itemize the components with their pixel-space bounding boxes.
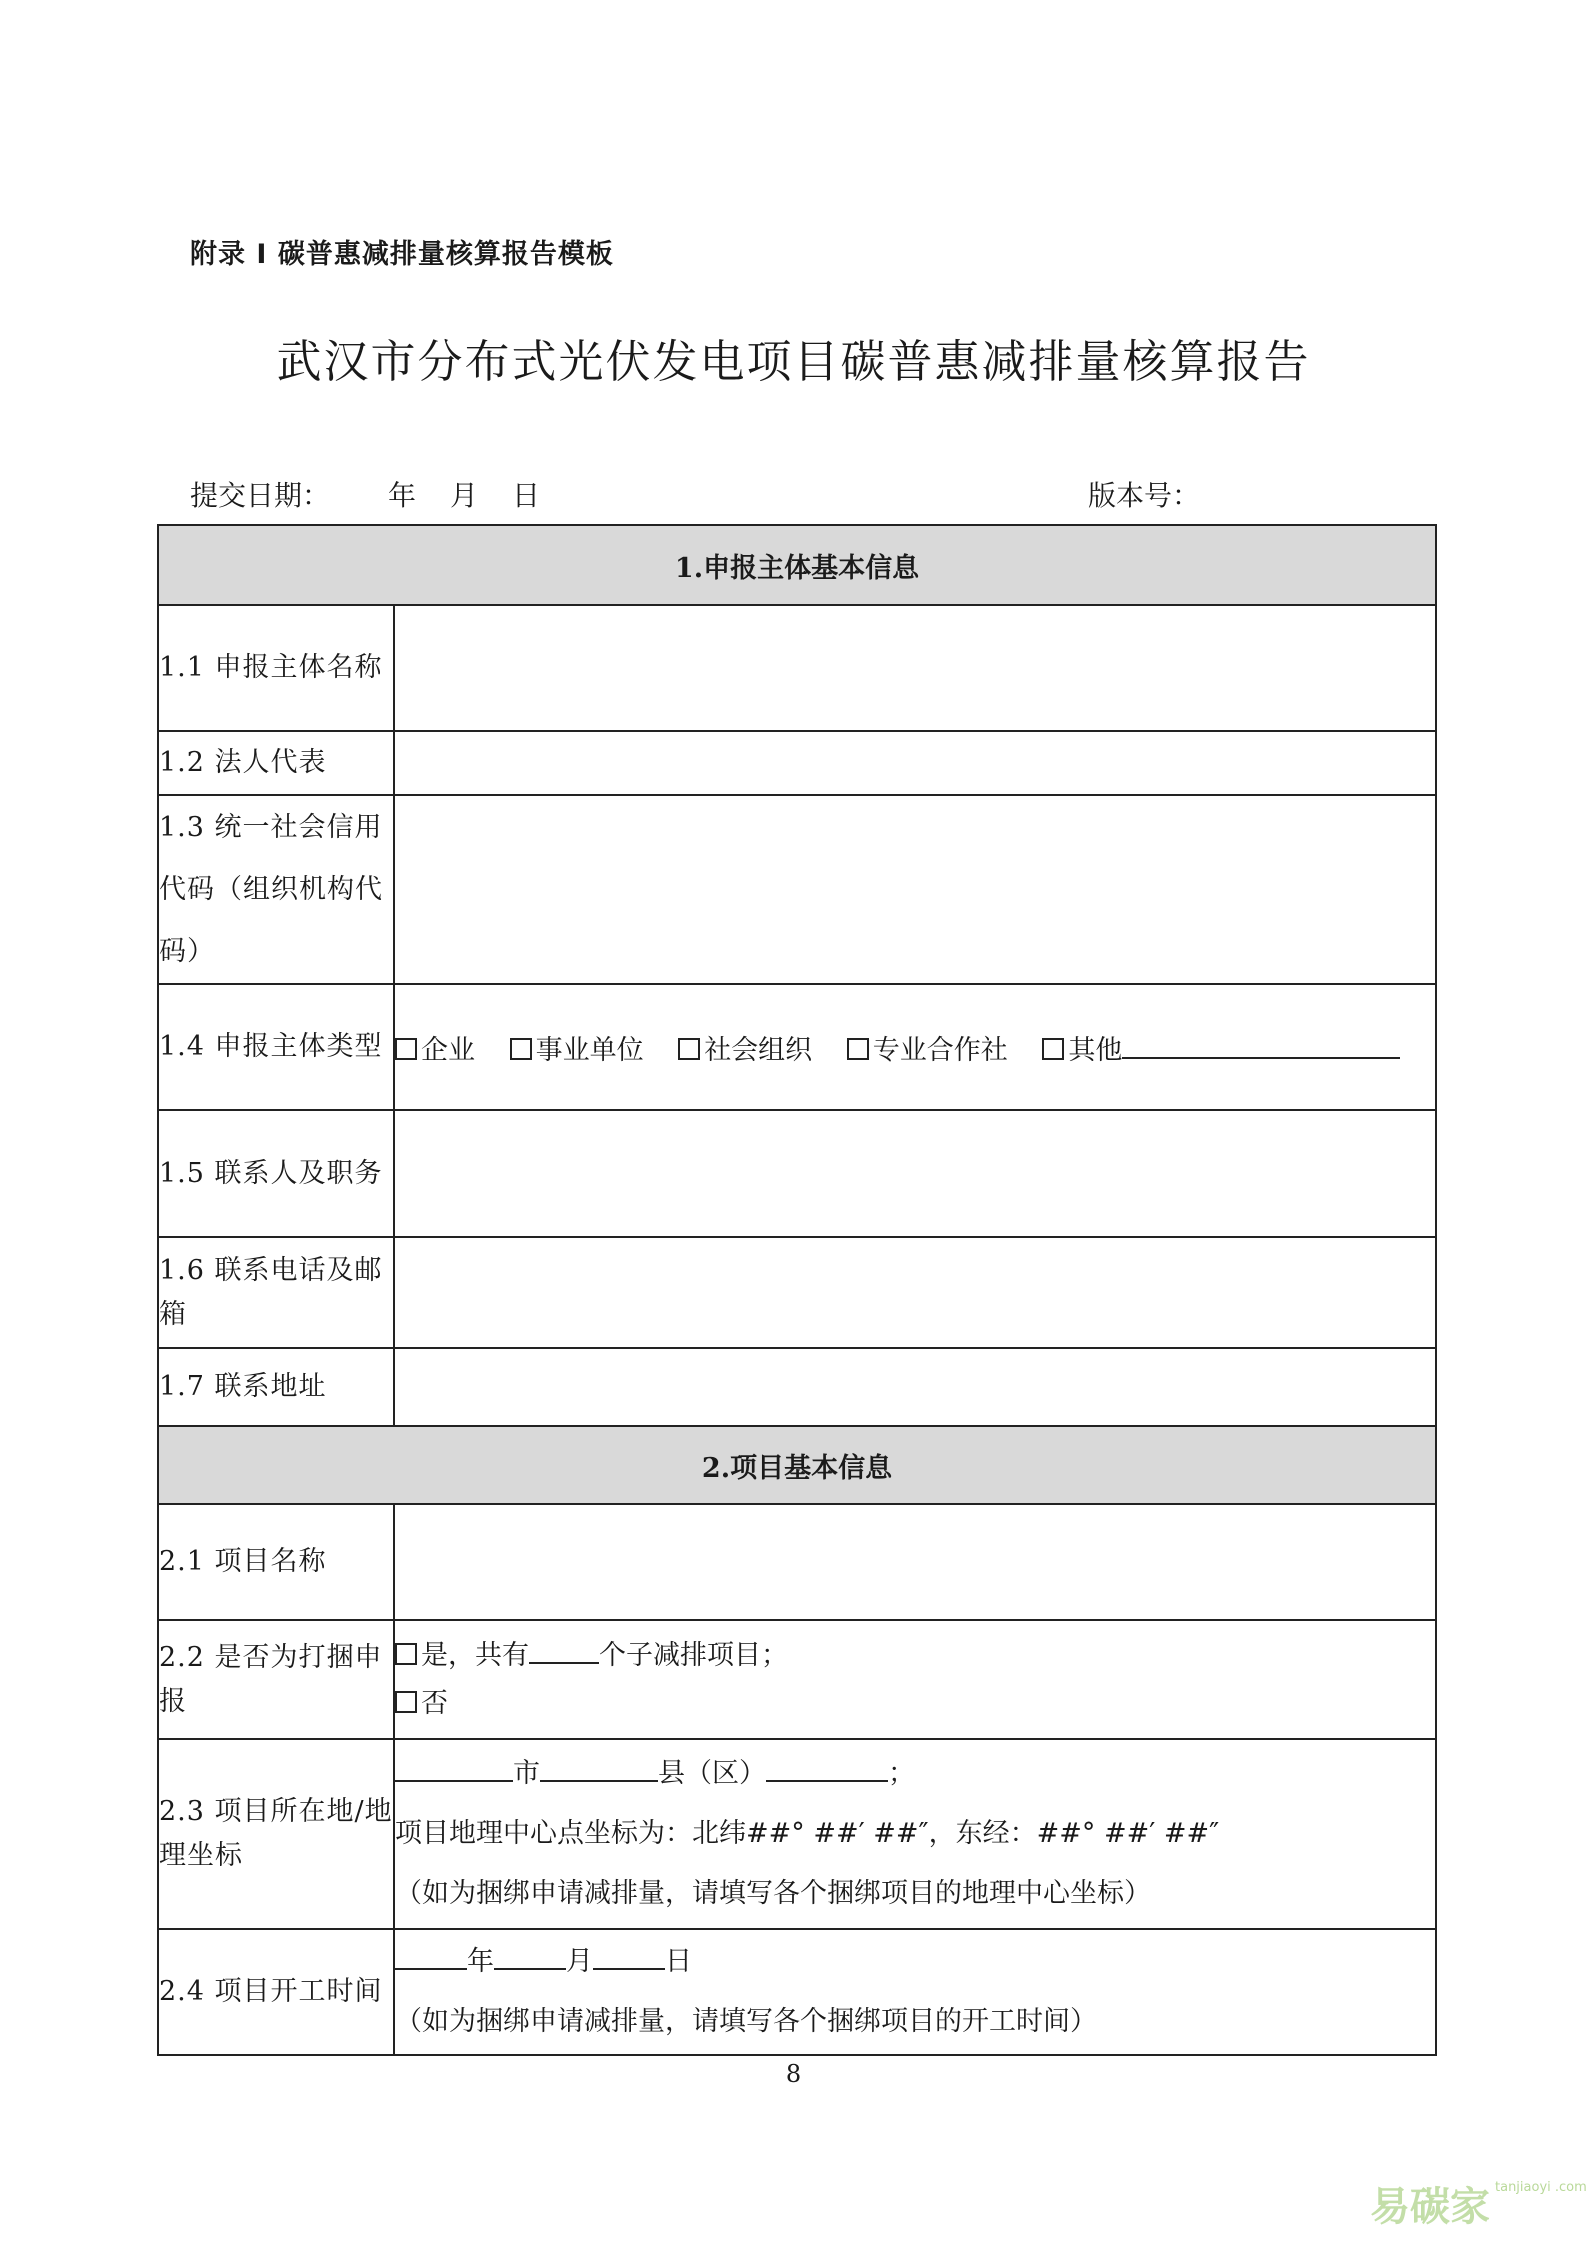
row-label-start-time: 2.4 项目开工时间 <box>158 1929 394 2055</box>
contact-phone-field[interactable] <box>394 1237 1436 1348</box>
county-label: 县（区） <box>658 1758 766 1789</box>
row-label-contact-person: 1.5 联系人及职务 <box>158 1110 394 1237</box>
watermark-logo: 易碳家 <box>1370 2184 1490 2230</box>
checkbox-icon[interactable] <box>395 1038 417 1060</box>
bundle-yes-option[interactable] <box>395 1632 1435 1680</box>
section-header-1: 1.申报主体基本信息 <box>158 525 1436 605</box>
type-option-label: 企业 <box>421 1034 475 1066</box>
section-header-2: 2.项目基本信息 <box>158 1426 1436 1504</box>
submit-date-month: 月 <box>450 479 479 512</box>
start-day-label: 日 <box>665 1946 692 1977</box>
type-option-social-org[interactable] <box>678 1035 812 1066</box>
location-end: ； <box>888 1758 915 1789</box>
submit-date-label: 提交日期： <box>190 479 331 512</box>
row-label-location: 2.3 项目所在地/地理坐标 <box>158 1739 394 1929</box>
type-option-enterprise[interactable] <box>395 1035 475 1066</box>
watermark-domain: tanjiaoyi .com <box>1495 2180 1587 2195</box>
type-option-label: 专业合作社 <box>872 1034 1008 1066</box>
start-month-blank[interactable] <box>494 1942 566 1970</box>
sub-project-count-blank[interactable] <box>529 1636 599 1664</box>
start-year-label: 年 <box>467 1946 494 1977</box>
county-blank[interactable] <box>540 1754 658 1782</box>
bundle-yes-prefix: 是，共有 <box>421 1639 529 1671</box>
submit-date <box>190 474 540 514</box>
start-day-blank[interactable] <box>593 1942 665 1970</box>
city-blank[interactable] <box>395 1754 513 1782</box>
report-title: 武汉市分布式光伏发电项目碳普惠减排量核算报告 <box>276 335 1311 388</box>
row-label-credit-code: 1.3 统一社会信用代码（组织机构代码） <box>158 795 394 984</box>
district-detail-blank[interactable] <box>766 1754 888 1782</box>
bundle-options <box>394 1620 1436 1739</box>
report-form <box>157 524 1437 2056</box>
version-label: 版本号： <box>1088 479 1201 512</box>
submit-date-year: 年 <box>388 479 417 512</box>
bundle-yes-suffix: 个子减排项目； <box>599 1639 788 1671</box>
start-time-note: （如为捆绑申请减排量，请填写各个捆绑项目的开工时间） <box>395 2006 1097 2037</box>
type-option-label: 社会组织 <box>704 1034 813 1066</box>
type-option-label: 事业单位 <box>535 1034 644 1066</box>
credit-code-field[interactable] <box>394 795 1436 984</box>
start-time-field <box>394 1929 1436 2055</box>
contact-address-field[interactable] <box>394 1348 1436 1426</box>
row-label-contact-phone: 1.6 联系电话及邮箱 <box>158 1237 394 1348</box>
appendix-label: 附录 I 碳普惠减排量核算报告模板 <box>190 239 614 270</box>
contact-person-field[interactable] <box>394 1110 1436 1237</box>
row-label-legal-rep: 1.2 法人代表 <box>158 731 394 795</box>
row-label-bundle: 2.2 是否为打捆申报 <box>158 1620 394 1739</box>
applicant-name-field[interactable] <box>394 605 1436 731</box>
bundle-no-option[interactable] <box>395 1680 1435 1728</box>
start-month-label: 月 <box>566 1946 593 1977</box>
location-address-line <box>395 1744 1435 1804</box>
other-type-blank[interactable] <box>1122 1031 1400 1059</box>
checkbox-icon[interactable] <box>395 1643 417 1665</box>
legal-rep-field[interactable] <box>394 731 1436 795</box>
checkbox-icon[interactable] <box>847 1038 869 1060</box>
submit-date-day: 日 <box>512 479 541 512</box>
row-label-project-name: 2.1 项目名称 <box>158 1504 394 1620</box>
bundle-no-label: 否 <box>421 1687 448 1719</box>
type-option-institution[interactable] <box>510 1035 644 1066</box>
type-option-other[interactable] <box>1042 1035 1400 1066</box>
start-year-blank[interactable] <box>395 1942 467 1970</box>
row-label-applicant-name: 1.1 申报主体名称 <box>158 605 394 731</box>
checkbox-icon[interactable] <box>510 1038 532 1060</box>
type-option-label: 其他 <box>1068 1034 1123 1066</box>
row-label-applicant-type: 1.4 申报主体类型 <box>158 984 394 1110</box>
coordinate-note: （如为捆绑申请减排量，请填写各个捆绑项目的地理中心坐标） <box>395 1878 1151 1909</box>
checkbox-icon[interactable] <box>678 1038 700 1060</box>
checkbox-icon[interactable] <box>395 1691 417 1713</box>
checkbox-icon[interactable] <box>1042 1038 1064 1060</box>
coordinate-line: 项目地理中心点坐标为：北纬##° ##′ ##″，东经：##° ##′ ##″ <box>395 1818 1220 1849</box>
version-number <box>1088 474 1200 514</box>
page-number: 8 <box>785 2060 802 2088</box>
city-label: 市 <box>513 1758 540 1789</box>
row-label-contact-address: 1.7 联系地址 <box>158 1348 394 1426</box>
location-field <box>394 1739 1436 1929</box>
project-name-field[interactable] <box>394 1504 1436 1620</box>
applicant-type-options <box>394 984 1436 1110</box>
start-date-line <box>395 1932 1435 1992</box>
type-option-coop[interactable] <box>847 1035 1008 1066</box>
